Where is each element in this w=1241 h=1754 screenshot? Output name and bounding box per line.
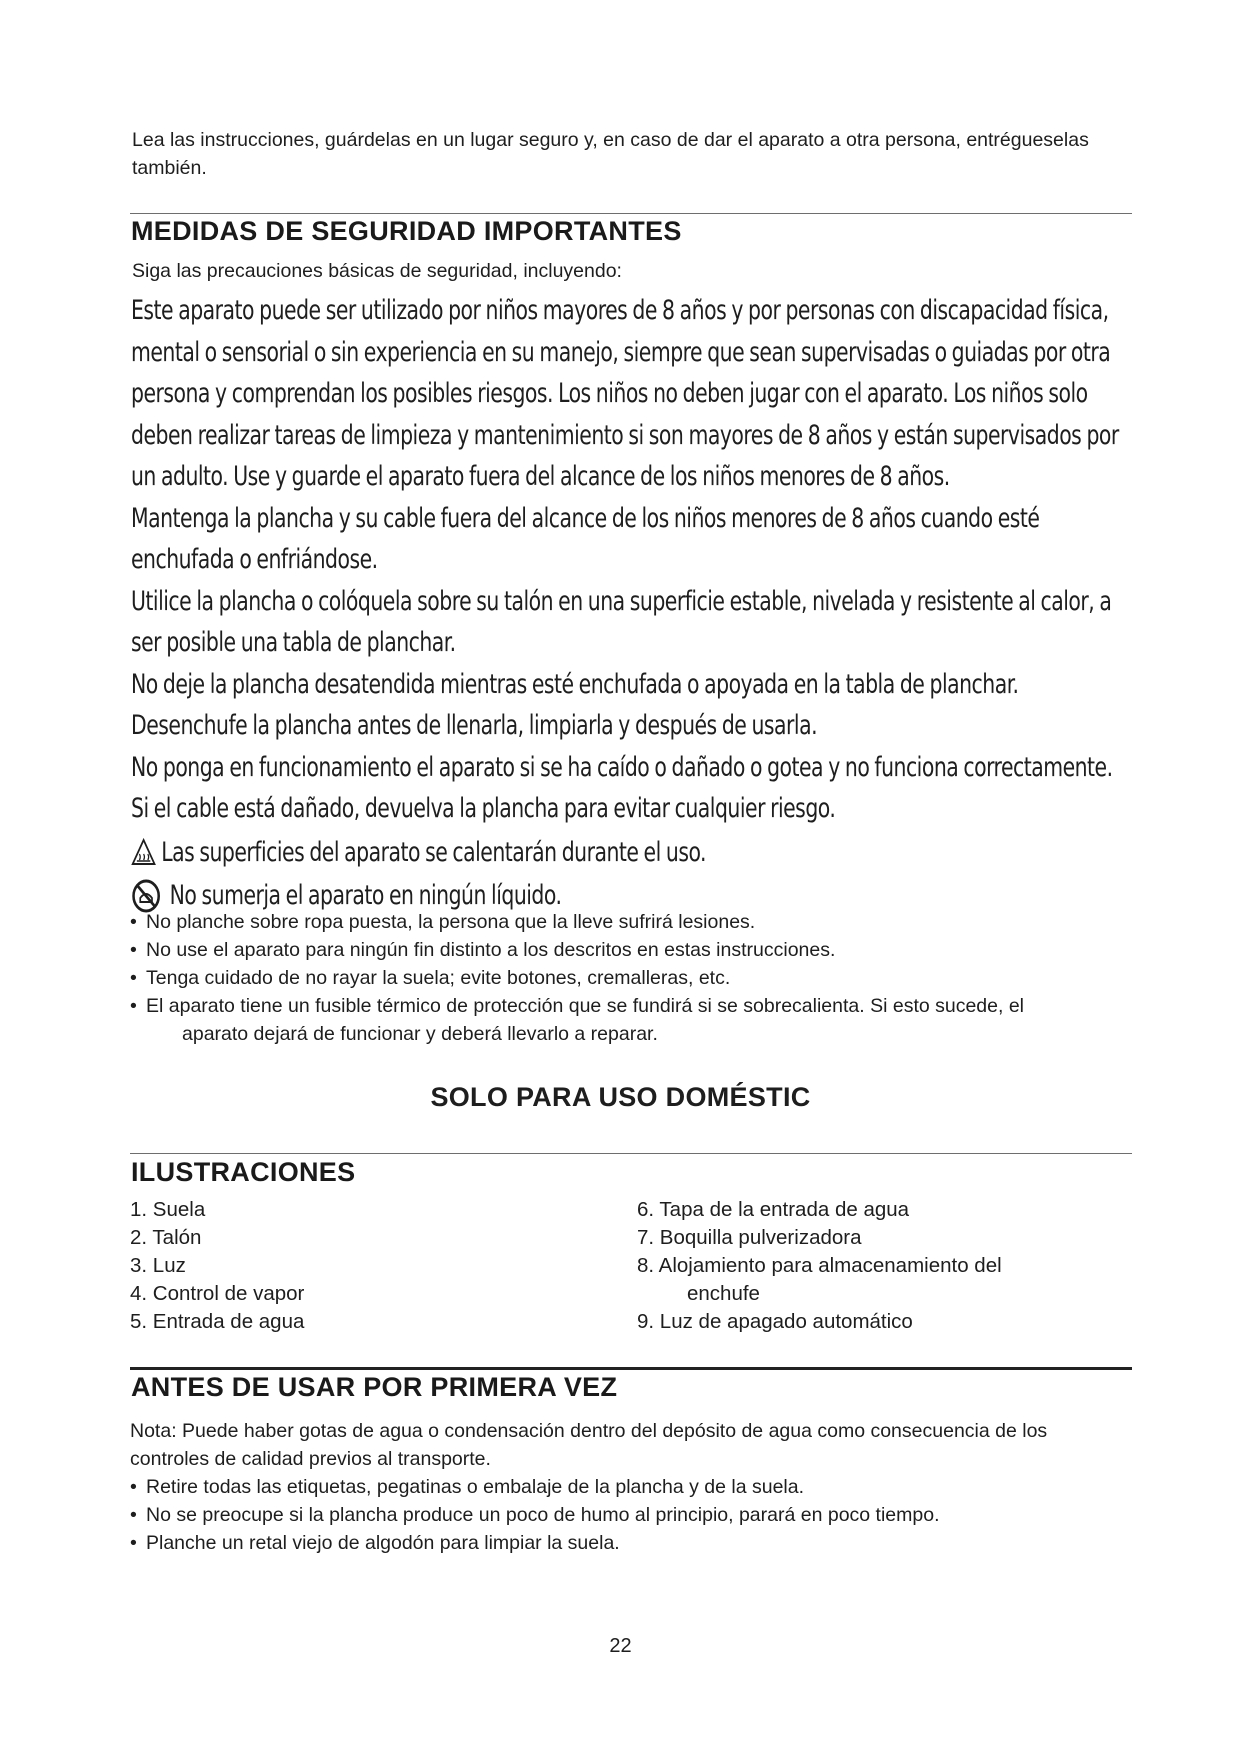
safety-bullet-list bbox=[130, 908, 1110, 1048]
intro-text: Lea las instrucciones, guárdelas en un lugar seguro y, en caso de dar el aparato a otra persona, entrégueselas también. bbox=[132, 129, 1089, 179]
warning-paragraph: Si el cable está dañado, devuelva la plancha para evitar cualquier riesgo. bbox=[131, 793, 836, 824]
list-item: 7. Boquilla pulverizadora bbox=[637, 1226, 862, 1249]
section-divider bbox=[130, 213, 1132, 214]
bullet-marker: • bbox=[130, 967, 137, 989]
first-use-note: Nota: Puede haber gotas de agua o condensación dentro del depósito de agua como consecuencia de los controles de calidad previos al transporte. bbox=[130, 1420, 1048, 1470]
warning-paragraph: Este aparato puede ser utilizado por niños mayores de 8 años y por personas con discapacidad física, mental o sensorial o sin experiencia en su manejo, siempre que sean supervisadas o guiadas por otra persona y comprendan los posibles riesgos. Los niños no deben jugar con el aparato. Los niños solo deben realizar tareas de limpieza y mantenimiento si son mayores de 8 años y están supervisados por un adulto. Use y guarde el aparato fuera del alcance de los niños menores de 8 años. bbox=[131, 295, 1119, 492]
first-use-bullet-list bbox=[130, 1473, 1110, 1557]
list-item: • Tenga cuidado de no rayar la suela; evite botones, cremalleras, etc. bbox=[130, 964, 1110, 992]
hot-surface-warning bbox=[131, 832, 1139, 874]
list-item: • No se preocupe si la plancha produce un poco de humo al principio, parará en poco tiempo. bbox=[130, 1501, 1110, 1529]
bullet-marker: • bbox=[130, 1476, 137, 1498]
section-divider bbox=[130, 1367, 1132, 1370]
illustrations-list-left bbox=[130, 1196, 304, 1336]
hot-surface-text: Las superficies del aparato se calentarán durante el uso. bbox=[161, 836, 707, 868]
hot-surface-icon bbox=[131, 838, 156, 866]
warning-paragraph: No deje la plancha desatendida mientras esté enchufada o apoyada en la tabla de planchar. bbox=[131, 668, 1019, 700]
section-divider bbox=[130, 1153, 1132, 1154]
warning-paragraph: Utilice la plancha o colóquela sobre su talón en una superficie estable, nivelada y resistente al calor, a ser posible una tabla de planchar. bbox=[131, 585, 1112, 658]
warning-paragraph: No ponga en funcionamiento el aparato si se ha caído o dañado o gotea y no funciona correctamente. bbox=[131, 751, 1113, 783]
list-item: 9. Luz de apagado automático bbox=[637, 1310, 913, 1333]
safety-warnings bbox=[131, 290, 1139, 917]
illustrations-list-right bbox=[637, 1196, 1002, 1336]
illustrations-heading: ILUSTRACIONES bbox=[131, 1157, 356, 1187]
page-number: 22 bbox=[609, 1635, 632, 1657]
bullet-marker: • bbox=[130, 995, 137, 1017]
first-use-heading: ANTES DE USAR POR PRIMERA VEZ bbox=[131, 1372, 618, 1402]
domestic-use-heading: SOLO PARA USO DOMÉSTIC bbox=[430, 1082, 811, 1112]
safety-subtitle: Siga las precauciones básicas de seguridad, incluyendo: bbox=[132, 260, 622, 282]
no-immerse-text: No sumerja el aparato en ningún líquido. bbox=[169, 880, 562, 911]
list-item: 1. Suela bbox=[130, 1198, 206, 1221]
list-item: • No use el aparato para ningún fin distinto a los descritos en estas instrucciones. bbox=[130, 936, 1110, 964]
list-item: • Planche un retal viejo de algodón para limpiar la suela. bbox=[130, 1529, 1110, 1557]
list-item: 8. Alojamiento para almacenamiento del enchufe bbox=[637, 1254, 1002, 1305]
list-item: 5. Entrada de agua bbox=[130, 1310, 305, 1333]
warning-paragraph: Desenchufe la plancha antes de llenarla, limpiarla y después de usarla. bbox=[131, 710, 818, 741]
list-item: • El aparato tiene un fusible térmico de protección que se fundirá si se sobrecalienta. Si esto sucede, el aparato dejará de funcionar y deberá llevarlo a reparar. bbox=[130, 992, 1110, 1048]
list-item: 6. Tapa de la entrada de agua bbox=[637, 1198, 910, 1221]
bullet-marker: • bbox=[130, 1532, 137, 1554]
list-item: 2. Talón bbox=[130, 1226, 202, 1249]
list-item: • No planche sobre ropa puesta, la persona que la lleve sufrirá lesiones. bbox=[130, 908, 1110, 936]
warning-paragraph: Mantenga la plancha y su cable fuera del alcance de los niños menores de 8 años cuando esté enchufada o enfriándose. bbox=[131, 502, 1040, 575]
list-item: 3. Luz bbox=[130, 1254, 186, 1277]
list-item: • Retire todas las etiquetas, pegatinas o embalaje de la plancha y de la suela. bbox=[130, 1473, 1110, 1501]
bullet-marker: • bbox=[130, 1504, 137, 1526]
bullet-marker: • bbox=[130, 911, 137, 933]
safety-heading: MEDIDAS DE SEGURIDAD IMPORTANTES bbox=[131, 216, 682, 246]
list-item: 4. Control de vapor bbox=[130, 1282, 305, 1305]
bullet-marker: • bbox=[130, 939, 137, 961]
